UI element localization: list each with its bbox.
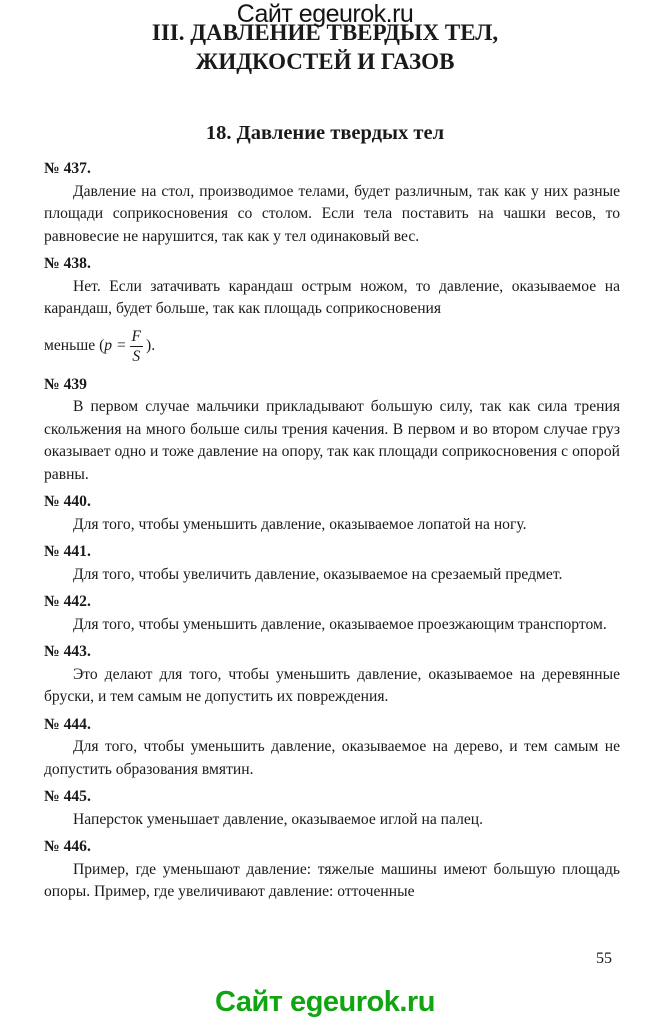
problem-437-text: Давление на стол, производимое телами, будет различным, так как у них разные площади соприкосновения со столом. Если тела поставить на чашки весов, то равновесие не нарушится, так как у тел одинаковый вес. [44, 182, 620, 245]
problem-446-number: № 446. [44, 838, 91, 855]
formula-suffix: ). [146, 337, 156, 355]
page-number: 55 [596, 950, 612, 967]
problem-438-formula-line [44, 325, 620, 369]
problem-442-text: Для того, чтобы уменьшить давление, оказываемое проезжающим транспортом. [73, 615, 607, 633]
formula-prefix: меньше ( [44, 337, 105, 355]
problem-439-text: В первом случае мальчики прикладывают большую силу, так как сила трения скольжения на много больше силы трения качения. В первом и во втором случае груз оказывает одно и тоже давление на опору, так как площади соприкосновения с опорой равны. [44, 398, 620, 483]
watermark-top: Сайт egeurok.ru [236, 0, 414, 28]
fraction-denominator: S [132, 347, 141, 365]
problem-444-number: № 444. [44, 715, 91, 733]
problem-440-text: Для того, чтобы уменьшить давление, оказываемое лопатой на ногу. [73, 515, 527, 533]
formula-lhs: p = [104, 337, 127, 355]
fraction-numerator: F [131, 327, 142, 345]
problem-443-number: № 443. [44, 643, 91, 660]
problem-442-number: № 442. [44, 593, 91, 610]
problem-445-number: № 445. [44, 788, 91, 805]
watermark-bottom: Сайт egeurok.ru [215, 986, 435, 1018]
chapter-title-line-2: ЖИДКОСТЕЙ И ГАЗОВ [195, 49, 455, 74]
chapter-title-line-1: III. ДАВЛЕНИЕ ТВЕРДЫХ ТЕЛ, [151, 20, 499, 45]
problem-440-number: № 440. [44, 493, 91, 510]
problem-441-text: Для того, чтобы увеличить давление, оказываемое на срезаемый предмет. [73, 565, 563, 583]
problems-list [44, 158, 620, 904]
problem-441-number: № 441. [44, 543, 91, 560]
problem-443-text: Это делают для того, чтобы уменьшить давление, оказываемое на деревянные бруски, и тем самым не допустить их повреждения. [44, 665, 620, 705]
problem-437-number: № 437. [44, 160, 91, 177]
problem-438-number: № 438. [44, 255, 91, 272]
problem-445-text: Наперсток уменьшает давление, оказываемое иглой на палец. [73, 810, 484, 828]
problem-438-text: Нет. Если затачивать карандаш острым ножом, то давление, оказываемое на карандаш, будет больше, так как площадь соприкосновения [44, 277, 620, 317]
problem-439-number: № 439 [44, 375, 87, 393]
section-title: 18. Давление твердых тел [205, 122, 445, 144]
problem-446-text: Пример, где уменьшают давление: тяжелые машины имеют большую площадь опоры. Пример, где увеличивают давление: отточенные [44, 860, 620, 900]
pressure-fraction [130, 328, 144, 366]
problem-444-text: Для того, чтобы уменьшить давление, оказываемое на дерево, и тем самым не допустить образования вмятин. [44, 738, 620, 778]
